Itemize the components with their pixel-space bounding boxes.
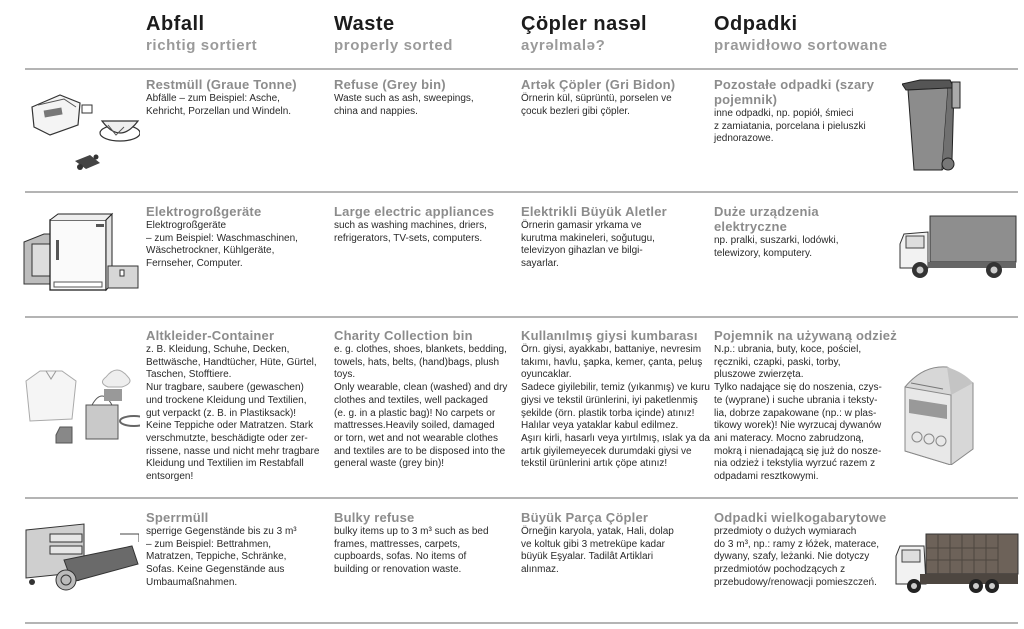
row-appliances-tr	[521, 204, 706, 271]
row-clothing-en	[334, 328, 524, 471]
cell-heading: Duże urządzenia elektryczne	[714, 204, 819, 234]
garbage-truck-icon	[894, 532, 1020, 596]
cell-heading: Kullanılmış giysi kumbarası	[521, 328, 698, 343]
cell-body: e. g. clothes, shoes, blankets, bedding, towels, hats, belts, (hand)bags, plush toys. Only wearable, clean (washed) and dry clothes and textiles, well packaged (e. g. in a plastic bag)! No carpets or mattresses.Heavily soiled, damaged or torn, wet and not wearable clothes and textiles are to be disposed into the general waste (grey bin)!	[334, 344, 508, 470]
cell-body: Abfälle – zum Beispiel: Asche, Kehricht, Porzellan und Windeln.	[146, 93, 292, 117]
row-clothing-de	[146, 328, 336, 484]
column-subtitle: prawidłowo sortowane	[714, 37, 888, 54]
cell-heading: Charity Collection bin	[334, 328, 473, 343]
column-title: Çöpler nasəl	[521, 13, 648, 35]
cell-heading: Altkleider-Container	[146, 328, 275, 343]
cell-heading: Pozostałe odpadki (szary pojemnik)	[714, 77, 875, 107]
cell-heading: Refuse (Grey bin)	[334, 77, 446, 92]
row-clothing-pl	[714, 328, 904, 484]
cell-heading: Bulky refuse	[334, 510, 415, 525]
column-subtitle: ayrəlmalə?	[521, 37, 606, 54]
cell-body: Örnerin gamasir yrkama ve kurutma makineleri, soğutugu, televizyon gihazlan ve bilgi- sayarlar.	[521, 220, 655, 270]
row-residual-en	[334, 77, 514, 118]
cell-heading: Restmüll (Graue Tonne)	[146, 77, 297, 92]
cell-body: Elektrogroßgeräte – zum Beispiel: Waschmaschinen, Wäschetrockner, Kühlgeräte, Fernseher, Computer.	[146, 220, 298, 270]
row-appliances-de	[146, 204, 326, 271]
cell-body: inne odpadki, np. popiół, śmieci z zamiatania, porcelana i pieluszki jednorazowe.	[714, 108, 866, 145]
cell-body: z. B. Kleidung, Schuhe, Decken, Bettwäsche, Handtücher, Hüte, Gürtel, Taschen, Stofftiere. Nur tragbare, saubere (gewaschen) und trockene Kleidung und Textilien, gut verpackt (z. B. in Plastiksack)! Keine Teppiche oder Matratzen. Stark verschmutzte, beschädigte oder zer- rissene, nasse und nicht mehr tragbare Kleidung und Textilien im Restabfall entsorgen!	[146, 344, 320, 483]
divider	[25, 191, 1018, 193]
cell-body: przedmioty o dużych wymiarach do 3 m³, np.: ramy z łóżek, materace, dywany, szafy, leżanki. Nie dotyczy przedmiotów pochodzących z przebudowy/renowacji pomieszczeń.	[714, 526, 880, 588]
divider	[25, 316, 1018, 318]
cell-heading: Elektrikli Büyük Aletler	[521, 204, 667, 219]
cell-heading: Sperrmüll	[146, 510, 209, 525]
column-title: Waste	[334, 13, 395, 35]
divider	[25, 622, 1018, 624]
bulky-furniture-icon	[24, 520, 139, 592]
column-header-tr	[521, 12, 647, 56]
row-bulky-de	[146, 510, 331, 590]
large-appliances-icon	[22, 212, 140, 294]
column-header-de	[146, 12, 257, 56]
row-residual-pl	[714, 77, 884, 146]
divider	[25, 497, 1018, 499]
column-title: Odpadki	[714, 13, 798, 35]
cell-heading: Large electric appliances	[334, 204, 495, 219]
residual-waste-icon	[20, 85, 140, 180]
cell-heading: Pojemnik na używaną odzież	[714, 328, 897, 343]
grey-bin-icon	[902, 74, 962, 174]
clothing-container-icon	[903, 365, 975, 465]
column-header-en	[334, 12, 453, 56]
row-bulky-tr	[521, 510, 706, 577]
cell-body: Örnerin kül, süprüntü, porselen ve çocuk bezleri gibi çöpler.	[521, 93, 672, 117]
cell-body: Örneğin karyola, yatak, Hali, dolap ve koltuk gibi 3 metreküpe kadar büyük Eşyalar. Tadilât Artiklari alınmaz.	[521, 526, 674, 576]
divider	[25, 68, 1018, 70]
column-subtitle: richtig sortiert	[146, 37, 258, 54]
row-bulky-pl	[714, 510, 899, 590]
column-title: Abfall	[146, 13, 205, 35]
cell-heading: Büyük Parça Çöpler	[521, 510, 649, 525]
cell-body: Waste such as ash, sweepings, china and nappies.	[334, 93, 474, 117]
row-bulky-en	[334, 510, 519, 577]
column-subtitle: properly sorted	[334, 37, 454, 54]
box-truck-icon	[898, 212, 1018, 280]
cell-heading: Elektrogroßgeräte	[146, 204, 262, 219]
row-appliances-en	[334, 204, 519, 245]
column-header-pl	[714, 12, 888, 56]
clothes-icon	[22, 365, 140, 445]
cell-body: np. pralki, suszarki, lodówki, telewizory, komputery.	[714, 235, 839, 259]
cell-heading: Artək Çöpler (Gri Bidon)	[521, 77, 676, 92]
row-clothing-tr	[521, 328, 716, 471]
row-appliances-pl	[714, 204, 884, 260]
cell-body: such as washing machines, driers, refrigerators, TV-sets, computers.	[334, 220, 487, 244]
cell-heading: Odpadki wielkogabarytowe	[714, 510, 887, 525]
cell-body: sperrige Gegenstände bis zu 3 m³ – zum Beispiel: Bettrahmen, Matratzen, Teppiche, Schränke, Sofas. Keine Gegenstände aus Umbaumaßnahmen.	[146, 526, 297, 588]
cell-body: Örn. giysi, ayakkabı, battaniye, nevresim takımı, havlu, şapka, kemer, çanta, peluş oyuncaklar. Sadece giyilebilir, temiz (yıkanmış) ve kuru giysi ve tekstil ürünlerini, iyi paketlenmiş şekilde (örn. plastik torba içinde) atınız! Halılar veya yataklar kabul edilmez. Aşırı kirli, hasarlı veya yırtılmış, ıslak ya da artık giyilemeyecek durumdaki giysi ve tekstil ürünlerini artık çöpe atınız!	[521, 344, 710, 470]
cell-body: N.p.: ubrania, buty, koce, pościel, ręczniki, czapki, paski, torby, pluszowe zwierzęta. Tylko nadające się do noszenia, czys- te (wyprane) i suche ubrania i teksty- lia, dobrze zapakowane (np.: w plas- tikowy worek)! Nie wyrzucaj dywanów ani materacy. Mocno zabrudzoną, mokrą i nienadającą się już do nosze- nia odzież i tekstylia wyrzuć razem z odpadami resztkowymi.	[714, 344, 882, 483]
row-residual-de	[146, 77, 326, 118]
row-residual-tr	[521, 77, 706, 118]
cell-body: bulky items up to 3 m³ such as bed frames, mattresses, carpets, cupboards, sofas. No items of building or renovation waste.	[334, 526, 489, 576]
